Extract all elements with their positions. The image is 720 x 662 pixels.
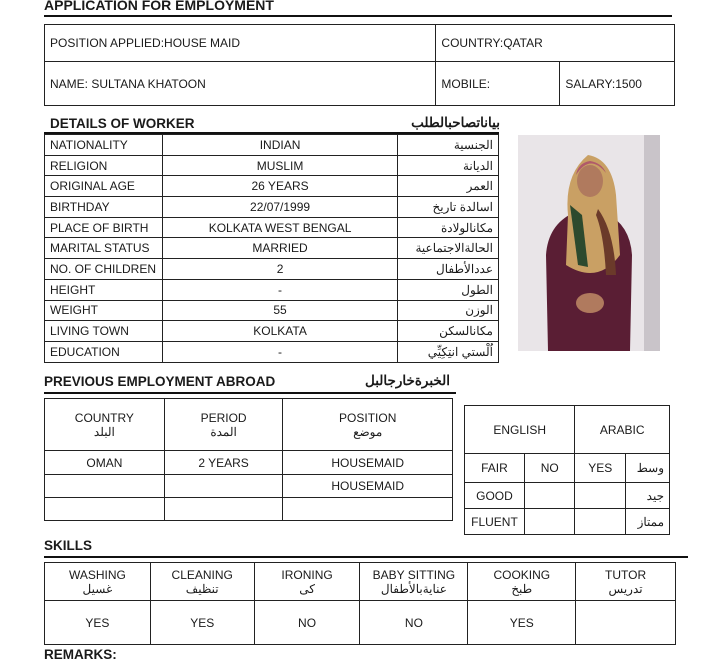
detail-value: 22/07/1999 xyxy=(162,197,397,218)
detail-value: MUSLIM xyxy=(162,155,397,176)
lang-level: FAIR xyxy=(465,454,525,483)
table-row xyxy=(45,176,499,197)
detail-label: LIVING TOWN xyxy=(45,321,163,342)
table-row xyxy=(45,451,453,475)
detail-value: 2 xyxy=(162,259,397,280)
salary: SALARY:1500 xyxy=(560,62,675,106)
col-position xyxy=(283,399,453,451)
skill-label-ar: طبخ xyxy=(511,581,533,596)
skill-label: TUTOR xyxy=(605,567,647,582)
detail-label: MARITAL STATUS xyxy=(45,238,163,259)
skill-value: YES xyxy=(468,601,576,645)
detail-label-ar: عددالأطفال xyxy=(398,259,499,280)
prev-period xyxy=(164,475,283,498)
skill-label: WASHING xyxy=(68,567,126,582)
detail-label-ar: الوزن xyxy=(398,300,499,321)
details-table xyxy=(44,134,499,363)
col-period-en: PERIOD xyxy=(200,410,247,425)
detail-value: 55 xyxy=(162,300,397,321)
table-row xyxy=(465,454,670,483)
skills-value-row xyxy=(45,601,676,645)
prev-country xyxy=(45,498,165,521)
skill-label-ar: تدريس xyxy=(608,581,643,596)
prev-country xyxy=(45,475,165,498)
table-row xyxy=(465,509,670,535)
detail-label: RELIGION xyxy=(45,155,163,176)
previous-title: PREVIOUS EMPLOYMENT ABROAD xyxy=(44,374,276,389)
detail-value: KOLKATA xyxy=(162,321,397,342)
skill-value: NO xyxy=(254,601,360,645)
detail-label: ORIGINAL AGE xyxy=(45,176,163,197)
skill-label: CLEANING xyxy=(171,567,233,582)
detail-label-ar: مكانالسكن xyxy=(398,321,499,342)
table-row xyxy=(45,279,499,300)
remarks-label: REMARKS: xyxy=(44,647,117,662)
table-row xyxy=(45,300,499,321)
skill-cleaning xyxy=(150,563,254,601)
table-row xyxy=(45,321,499,342)
col-period xyxy=(164,399,283,451)
prev-position: HOUSEMAID xyxy=(283,451,453,475)
table-row xyxy=(465,483,670,509)
skill-value: YES xyxy=(45,601,151,645)
detail-label-ar: مكانالولادة xyxy=(398,217,499,238)
detail-label: EDUCATION xyxy=(45,341,163,362)
position-applied: POSITION APPLIED:HOUSE MAID xyxy=(45,25,436,62)
table-row xyxy=(45,155,499,176)
skill-label-ar: غسيل xyxy=(82,581,113,596)
skill-label: IRONING xyxy=(281,567,333,582)
detail-label-ar: اسالدة تاريخ xyxy=(398,197,499,218)
detail-label-ar: الطول xyxy=(398,279,499,300)
detail-label-ar: الديانة xyxy=(398,155,499,176)
mobile: MOBILE: xyxy=(436,62,560,106)
title-rule xyxy=(44,15,672,17)
detail-label: NO. OF CHILDREN xyxy=(45,259,163,280)
skill-cooking xyxy=(468,563,576,601)
skills-title: SKILLS xyxy=(44,538,93,553)
language-table xyxy=(464,405,670,535)
detail-value: 26 YEARS xyxy=(162,176,397,197)
detail-label-ar: اُلْستي انتِكِيِّي xyxy=(398,341,499,362)
english-header: ENGLISH xyxy=(465,406,575,454)
prev-period: 2 YEARS xyxy=(164,451,283,475)
lang-level-ar: ممتاز xyxy=(626,509,670,535)
skill-label: COOKING xyxy=(493,567,551,582)
skill-value: YES xyxy=(150,601,254,645)
worker-photo xyxy=(518,135,660,351)
prev-period xyxy=(164,498,283,521)
table-row xyxy=(45,135,499,156)
table-row xyxy=(45,238,499,259)
table-row xyxy=(45,259,499,280)
skill-label-ar: عنايةبالأطفال xyxy=(380,581,447,596)
prev-country: OMAN xyxy=(45,451,165,475)
lang-arabic xyxy=(575,483,626,509)
previous-rule xyxy=(44,392,456,394)
lang-level-ar: جيد xyxy=(626,483,670,509)
detail-value: INDIAN xyxy=(162,135,397,156)
lang-english xyxy=(524,483,575,509)
skill-label: BABY SITTING xyxy=(372,567,456,582)
prev-position: HOUSEMAID xyxy=(283,475,453,498)
previous-title-ar: الخبرةخارجالبل xyxy=(364,373,450,388)
col-position-en: POSITION xyxy=(339,410,397,425)
skill-value: NO xyxy=(360,601,468,645)
details-title: DETAILS OF WORKER xyxy=(50,116,195,131)
header-table xyxy=(44,24,675,106)
lang-arabic: YES xyxy=(575,454,626,483)
detail-label: WEIGHT xyxy=(45,300,163,321)
lang-level-ar: وسط xyxy=(626,454,670,483)
table-row xyxy=(45,217,499,238)
lang-arabic xyxy=(575,509,626,535)
skill-label-ar: كى xyxy=(299,581,315,596)
page-title: APPLICATION FOR EMPLOYMENT xyxy=(44,0,274,13)
skills-rule xyxy=(44,556,688,558)
skill-baby-sitting xyxy=(360,563,468,601)
lang-english xyxy=(524,509,575,535)
skills-table xyxy=(44,562,676,645)
col-country xyxy=(45,399,165,451)
arabic-header: ARABIC xyxy=(575,406,670,454)
table-row xyxy=(45,498,453,521)
detail-label-ar: الحالةالاجتماعية xyxy=(398,238,499,259)
lang-english: NO xyxy=(524,454,575,483)
details-title-ar: بياناتصاحبالطلب xyxy=(411,115,500,130)
detail-label-ar: الجنسية xyxy=(398,135,499,156)
previous-table xyxy=(44,398,453,521)
lang-level: GOOD xyxy=(465,483,525,509)
col-country-en: COUNTRY xyxy=(74,410,134,425)
skill-tutor xyxy=(576,563,676,601)
detail-label: PLACE OF BIRTH xyxy=(45,217,163,238)
skills-header-row xyxy=(45,563,676,601)
worker-photo-image xyxy=(518,135,660,351)
lang-level: FLUENT xyxy=(465,509,525,535)
detail-label: BIRTHDAY xyxy=(45,197,163,218)
table-row xyxy=(45,475,453,498)
table-row xyxy=(45,197,499,218)
skill-ironing xyxy=(254,563,360,601)
detail-value: MARRIED xyxy=(162,238,397,259)
detail-value: KOLKATA WEST BENGAL xyxy=(162,217,397,238)
skill-value xyxy=(576,601,676,645)
applicant-name: NAME: SULTANA KHATOON xyxy=(45,62,436,106)
table-row xyxy=(45,341,499,362)
skill-washing xyxy=(45,563,151,601)
country: COUNTRY:QATAR xyxy=(436,25,675,62)
col-country-ar: البلد xyxy=(93,424,115,439)
prev-position xyxy=(283,498,453,521)
detail-value: - xyxy=(162,341,397,362)
col-period-ar: المدة xyxy=(210,424,237,439)
col-position-ar: موضع xyxy=(353,424,383,439)
detail-value: - xyxy=(162,279,397,300)
detail-label-ar: العمر xyxy=(398,176,499,197)
detail-label: HEIGHT xyxy=(45,279,163,300)
skill-label-ar: تنظيف xyxy=(185,581,219,596)
detail-label: NATIONALITY xyxy=(45,135,163,156)
